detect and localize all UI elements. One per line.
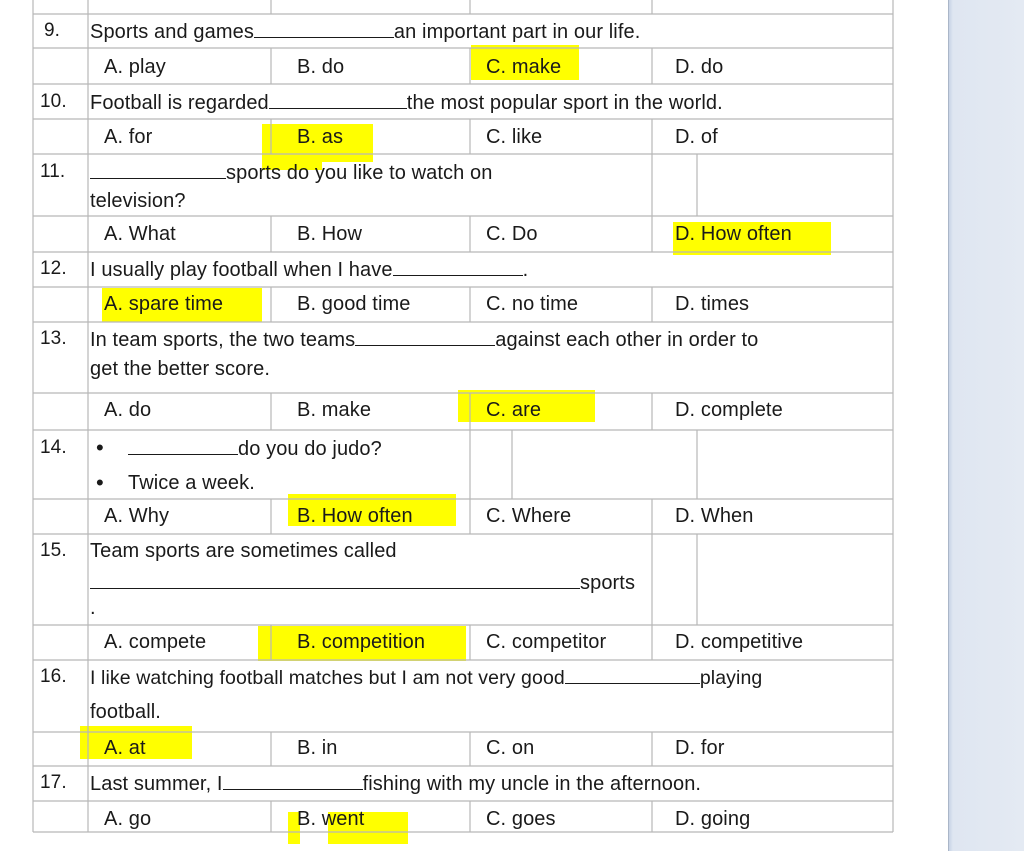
question-number: 9. [44,20,61,41]
option-b[interactable]: B. do [297,56,345,78]
question-text [90,327,758,352]
question-text-post: playing [699,667,763,689]
option-c[interactable]: C. competitor [486,631,607,653]
question-text [90,257,528,282]
question-text [90,160,492,185]
option-a[interactable]: A. compete [104,631,207,653]
option-b[interactable]: B. How [297,223,363,245]
question-text-reply: Twice a week. [128,472,255,494]
question-text-pre: Football is regarded [90,92,269,114]
question-text [90,771,701,796]
question-text-pre: I like watching football matches but I am not very good [90,667,565,689]
question-number: 16. [40,666,67,687]
option-a[interactable]: A. play [104,56,166,78]
answer-blank [565,665,700,684]
bullet-icon: • [96,470,104,495]
question-text-pre: Sports and games [90,21,254,43]
option-d[interactable]: D. When [675,505,754,527]
option-d[interactable]: D. of [675,126,718,148]
option-c[interactable]: C. Where [486,505,572,527]
option-b[interactable]: B. make [297,399,372,421]
option-d[interactable]: D. times [675,293,750,315]
answer-blank [269,90,407,109]
question-number: 14. [40,437,67,458]
option-c[interactable]: C. on [486,737,535,759]
question-text-continued: football. [90,701,161,723]
answer-blank [90,160,226,179]
option-b[interactable]: B. How often [297,505,413,527]
answer-blank [90,570,580,589]
option-b[interactable]: B. as [297,126,344,148]
option-c[interactable]: C. like [486,126,543,148]
question-text [128,436,382,461]
question-text-post: sports do you like to watch on [226,162,493,184]
question-text [90,665,762,690]
option-a[interactable]: A. at [104,737,146,759]
question-number: 11. [40,161,66,182]
question-text-pre: In team sports, the two teams [90,329,356,351]
option-a[interactable]: A. for [104,126,153,148]
question-text [90,90,723,115]
question-number: 12. [40,258,67,279]
option-b[interactable]: B. competition [297,631,426,653]
option-c[interactable]: C. goes [486,808,556,830]
option-c[interactable]: C. make [486,56,562,78]
bullet-icon: • [96,435,104,460]
question-number: 13. [40,328,67,349]
option-d[interactable]: D. complete [675,399,783,421]
option-b[interactable]: B. went [297,808,365,830]
option-c[interactable]: C. Do [486,223,538,245]
question-number: 17. [40,772,67,793]
question-text-pre: I usually play football when I have [90,259,393,281]
option-d[interactable]: D. competitive [675,631,804,653]
question-text-pre: Last summer, I [90,773,223,795]
question-text [90,19,640,44]
question-text-continued: . [90,597,96,619]
option-b[interactable]: B. good time [297,293,411,315]
question-text-post: against each other in order to [495,329,759,351]
question-text: Team sports are sometimes called [90,540,397,562]
option-a[interactable]: A. go [104,808,152,830]
question-text-post: sports [580,572,636,594]
window-side-panel [948,0,1024,851]
option-a[interactable]: A. What [104,223,176,245]
answer-blank [355,327,495,346]
question-text-post: . [522,259,529,281]
question-number: 15. [40,540,67,561]
question-number: 10. [40,91,67,112]
answer-blank [223,771,363,790]
question-text-line2 [90,570,635,595]
option-a[interactable]: A. spare time [104,293,224,315]
question-text-post: do you do judo? [238,438,382,460]
answer-blank [128,436,238,455]
option-a[interactable]: A. Why [104,505,170,527]
option-d[interactable]: D. going [675,808,751,830]
option-b[interactable]: B. in [297,737,338,759]
question-text-continued: television? [90,190,186,212]
question-text-post: the most popular sport in the world. [406,92,723,114]
option-c[interactable]: C. are [486,399,542,421]
question-text-continued: get the better score. [90,358,270,380]
option-d[interactable]: D. How often [675,223,792,245]
option-d[interactable]: D. for [675,737,725,759]
option-d[interactable]: D. do [675,56,724,78]
option-a[interactable]: A. do [104,399,152,421]
answer-blank [393,257,523,276]
answer-blank [254,19,394,38]
option-c[interactable]: C. no time [486,293,579,315]
question-text-post: fishing with my uncle in the afternoon. [362,773,702,795]
question-text-post: an important part in our life. [393,21,641,43]
